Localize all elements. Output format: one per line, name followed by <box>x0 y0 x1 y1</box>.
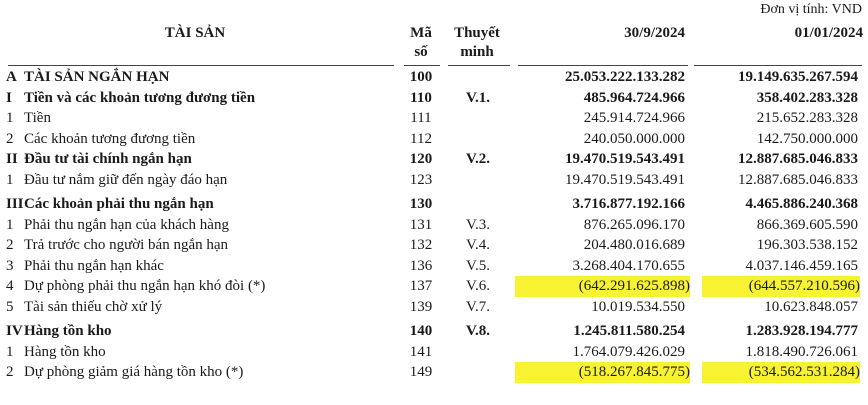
table-row <box>0 362 868 383</box>
row-code: 100 <box>409 69 433 85</box>
row-value-period-end: 1.764.079.426.029 <box>572 343 685 360</box>
header-note-line2: minh <box>460 44 494 60</box>
row-note: V.2. <box>466 151 490 167</box>
table-row <box>0 67 868 88</box>
row-note: V.6. <box>466 278 490 294</box>
row-number: 2 <box>6 364 14 380</box>
row-note: V.8. <box>466 323 490 339</box>
table-row <box>0 194 868 215</box>
row-label: Các khoản tương đương tiền <box>24 130 196 147</box>
row-value-period-start: (644.557.210.596) <box>702 276 860 297</box>
row-label: Tiền và các khoản tương đương tiền <box>24 89 256 106</box>
row-value-period-start: 12.887.685.046.833 <box>738 171 858 188</box>
row-label: Tiền <box>24 110 51 126</box>
row-value-period-end: 3.268.404.170.655 <box>572 257 685 274</box>
row-value-period-start: 4.465.886.240.368 <box>745 196 858 212</box>
row-number: 5 <box>6 298 14 315</box>
row-value-period-end: 245.914.724.966 <box>583 110 685 126</box>
row-code: 123 <box>409 171 433 188</box>
row-number: 1 <box>6 343 14 360</box>
table-row <box>0 215 868 236</box>
row-label: Đầu tư nắm giữ đến ngày đáo hạn <box>24 171 228 188</box>
table-row <box>0 235 868 256</box>
table-row <box>0 297 868 318</box>
row-value-period-end: 3.716.877.192.166 <box>572 196 685 212</box>
table-row <box>0 256 868 277</box>
row-code: 120 <box>409 151 433 167</box>
header-code <box>406 24 436 62</box>
row-number: A <box>6 69 17 85</box>
row-label: Đầu tư tài chính ngắn hạn <box>24 151 192 167</box>
balance-sheet-rows <box>0 67 868 383</box>
header-asset: TÀI SẢN <box>164 25 226 41</box>
row-code: 131 <box>409 216 433 233</box>
header-col-period-start: 01/01/2024 <box>794 25 863 41</box>
row-label: Hàng tồn kho <box>24 323 112 339</box>
row-value-period-start: 358.402.283.328 <box>756 89 858 106</box>
row-note: V.4. <box>466 237 490 253</box>
row-value-period-start: 12.887.685.046.833 <box>738 151 858 167</box>
row-code: 132 <box>409 237 433 253</box>
row-value-period-end: (642.291.625.898) <box>515 276 690 297</box>
row-number: II <box>6 151 18 167</box>
row-number: 2 <box>6 130 14 147</box>
table-row <box>0 108 868 129</box>
row-note: V.3. <box>466 216 490 233</box>
row-label: Các khoản phải thu ngắn hạn <box>24 196 214 212</box>
row-number: 4 <box>6 278 14 294</box>
row-note: V.1. <box>466 89 490 106</box>
table-row <box>0 129 868 150</box>
row-code: 130 <box>409 196 433 212</box>
row-number: 1 <box>6 171 14 188</box>
row-number: 1 <box>6 110 14 126</box>
row-value-period-start: 1.283.928.194.777 <box>745 323 858 339</box>
row-number: 3 <box>6 257 14 274</box>
row-number: 1 <box>6 216 14 233</box>
row-code: 110 <box>410 89 432 106</box>
row-value-period-end: (518.267.845.775) <box>515 362 690 383</box>
table-row <box>0 276 868 297</box>
row-value-period-end: 1.245.811.580.254 <box>573 323 685 339</box>
row-value-period-end: 19.470.519.543.491 <box>565 151 685 167</box>
row-label: Dự phòng giảm giá hàng tồn kho (*) <box>24 364 244 380</box>
row-value-period-start: 10.623.848.057 <box>764 298 858 315</box>
table-row <box>0 149 868 170</box>
row-label: Phải thu ngắn hạn khác <box>24 257 164 274</box>
header-code-line2: số <box>414 44 428 60</box>
row-value-period-end: 19.470.519.543.491 <box>565 171 685 188</box>
header-col-period-end: 30/9/2024 <box>624 25 685 41</box>
row-number: I <box>6 89 12 106</box>
header-divider-code <box>404 65 440 66</box>
row-note: V.7. <box>466 298 490 315</box>
row-value-period-end: 204.480.016.689 <box>583 237 685 253</box>
row-value-period-start: 215.652.283.328 <box>756 110 858 126</box>
header-divider-note <box>448 65 510 66</box>
row-number: III <box>6 196 24 212</box>
row-note: V.5. <box>466 257 490 274</box>
row-label: Phải thu ngắn hạn của khách hàng <box>24 216 229 233</box>
row-label: Hàng tồn kho <box>24 343 106 360</box>
row-value-period-start: 4.037.146.459.165 <box>745 257 858 274</box>
row-code: 112 <box>410 130 432 147</box>
row-value-period-start: 142.750.000.000 <box>756 130 858 147</box>
header-code-line1: Mã <box>410 25 432 41</box>
row-value-period-end: 240.050.000.000 <box>583 130 685 147</box>
row-code: 111 <box>410 110 432 126</box>
row-value-period-start: 19.149.635.267.594 <box>738 69 858 85</box>
row-code: 137 <box>409 278 433 294</box>
row-value-period-end: 876.265.096.170 <box>583 216 685 233</box>
row-code: 140 <box>409 323 433 339</box>
header-divider-asset <box>8 65 394 66</box>
row-value-period-start: 866.369.605.590 <box>756 216 858 233</box>
header-note-line1: Thuyết <box>454 25 500 41</box>
row-label: Tài sản thiếu chờ xử lý <box>24 298 163 315</box>
header-divider-col1 <box>518 65 688 66</box>
row-label: TÀI SẢN NGẮN HẠN <box>24 69 170 85</box>
row-value-period-start: 196.303.538.152 <box>756 237 858 253</box>
table-row <box>0 342 868 363</box>
row-code: 149 <box>409 364 433 380</box>
row-value-period-start: (534.562.531.284) <box>702 362 860 383</box>
row-number: IV <box>6 323 23 339</box>
row-code: 136 <box>409 257 433 274</box>
header-divider-col2 <box>694 65 862 66</box>
row-value-period-end: 25.053.222.133.282 <box>565 69 685 85</box>
row-number: 2 <box>6 237 14 253</box>
header-note <box>446 24 508 62</box>
row-value-period-end: 485.964.724.966 <box>583 89 685 106</box>
table-row <box>0 321 868 342</box>
row-value-period-end: 10.019.534.550 <box>591 298 685 315</box>
table-row <box>0 170 868 191</box>
row-value-period-start: 1.818.490.726.061 <box>745 343 858 360</box>
row-code: 139 <box>409 298 433 315</box>
table-row <box>0 88 868 109</box>
row-label: Trả trước cho người bán ngắn hạn <box>24 237 229 253</box>
currency-unit-note: Đơn vị tính: VND <box>760 2 862 17</box>
row-code: 141 <box>409 343 433 360</box>
row-label: Dự phòng phải thu ngắn hạn khó đòi (*) <box>24 278 266 294</box>
